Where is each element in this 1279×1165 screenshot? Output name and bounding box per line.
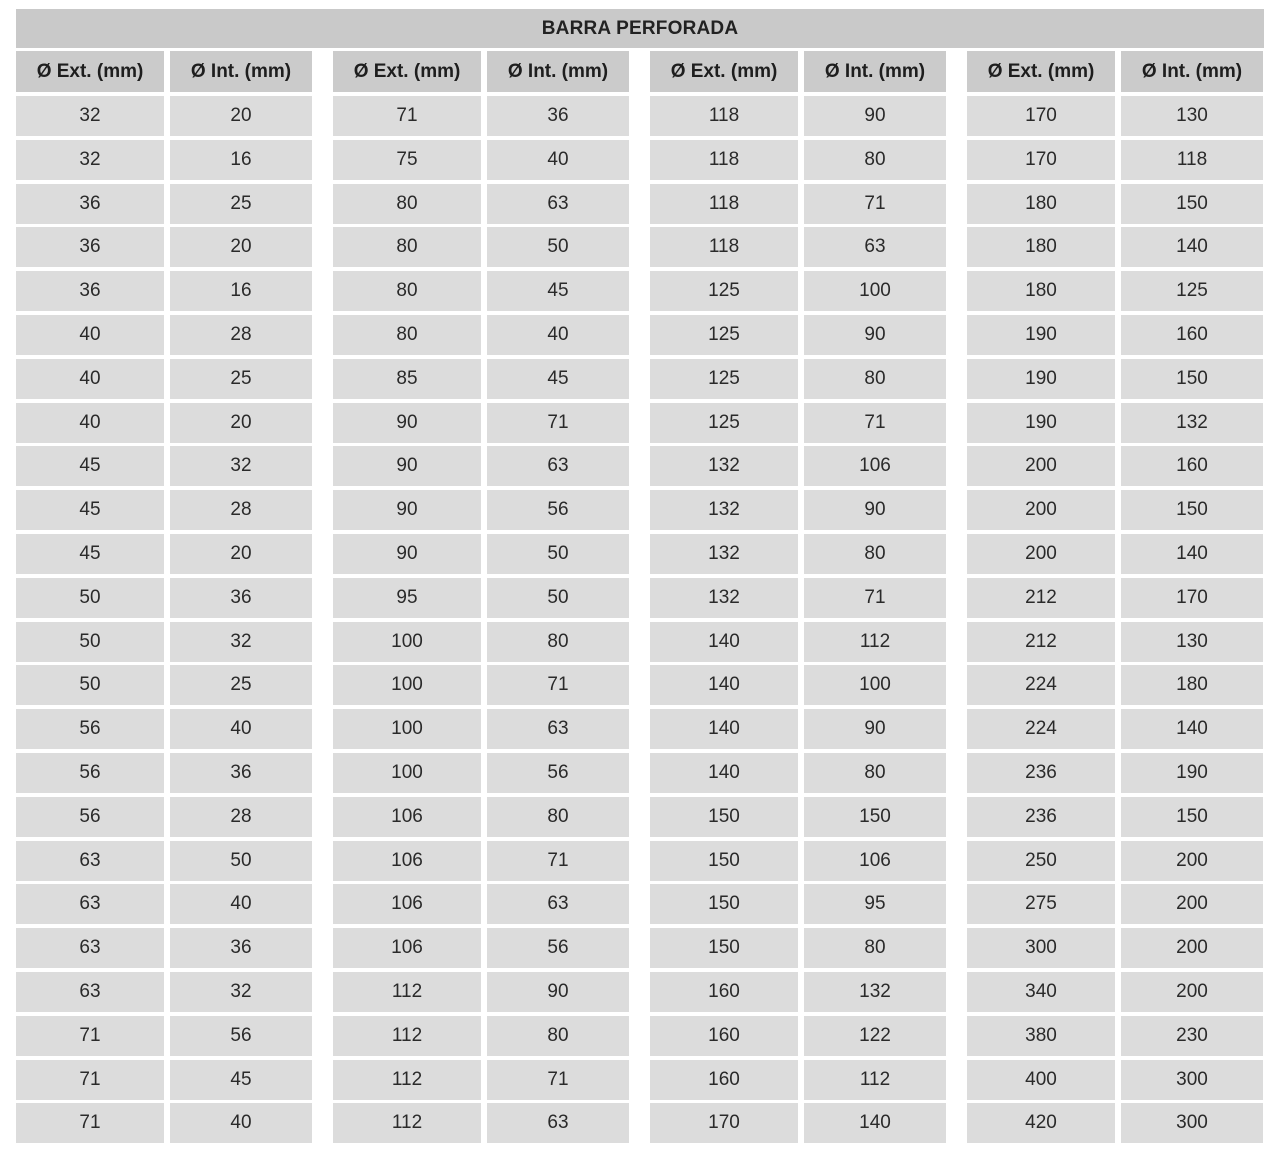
cell-int-diameter: 100	[804, 271, 946, 311]
cell-ext-diameter: 200	[967, 446, 1115, 486]
cell-ext-diameter: 71	[16, 1060, 164, 1100]
cell-ext-diameter: 36	[16, 227, 164, 267]
cell-int-diameter: 106	[804, 446, 946, 486]
cell-int-diameter: 230	[1121, 1016, 1263, 1056]
cell-int-diameter: 130	[1121, 96, 1263, 136]
cell-int-diameter: 25	[170, 184, 312, 224]
cell-int-diameter: 45	[487, 359, 629, 399]
cell-int-diameter: 71	[487, 403, 629, 443]
cell-int-diameter: 190	[1121, 753, 1263, 793]
cell-int-diameter: 90	[804, 490, 946, 530]
cell-ext-diameter: 170	[967, 96, 1115, 136]
cell-ext-diameter: 140	[650, 709, 798, 749]
cell-ext-diameter: 36	[16, 184, 164, 224]
cell-int-diameter: 63	[487, 884, 629, 924]
cell-int-diameter: 63	[487, 184, 629, 224]
cell-int-diameter: 28	[170, 797, 312, 837]
cell-int-diameter: 36	[487, 96, 629, 136]
cell-ext-diameter: 224	[967, 709, 1115, 749]
cell-int-diameter: 56	[487, 753, 629, 793]
cell-ext-diameter: 80	[333, 315, 481, 355]
cell-ext-diameter: 118	[650, 227, 798, 267]
cell-ext-diameter: 112	[333, 1060, 481, 1100]
cell-ext-diameter: 71	[333, 96, 481, 136]
cell-int-diameter: 45	[170, 1060, 312, 1100]
cell-int-diameter: 40	[170, 1103, 312, 1143]
cell-int-diameter: 16	[170, 271, 312, 311]
cell-ext-diameter: 212	[967, 578, 1115, 618]
cell-int-diameter: 20	[170, 96, 312, 136]
cell-ext-diameter: 200	[967, 490, 1115, 530]
cell-int-diameter: 50	[487, 578, 629, 618]
cell-int-diameter: 130	[1121, 622, 1263, 662]
header-ext-diameter: Ø Ext. (mm)	[650, 51, 798, 92]
cell-ext-diameter: 32	[16, 140, 164, 180]
cell-ext-diameter: 132	[650, 534, 798, 574]
cell-ext-diameter: 140	[650, 622, 798, 662]
cell-ext-diameter: 118	[650, 140, 798, 180]
cell-ext-diameter: 160	[650, 1060, 798, 1100]
cell-ext-diameter: 212	[967, 622, 1115, 662]
cell-int-diameter: 118	[1121, 140, 1263, 180]
cell-int-diameter: 32	[170, 446, 312, 486]
cell-ext-diameter: 40	[16, 403, 164, 443]
cell-int-diameter: 40	[487, 140, 629, 180]
cell-int-diameter: 140	[1121, 709, 1263, 749]
cell-ext-diameter: 236	[967, 797, 1115, 837]
cell-int-diameter: 56	[487, 490, 629, 530]
cell-int-diameter: 200	[1121, 884, 1263, 924]
cell-int-diameter: 125	[1121, 271, 1263, 311]
cell-ext-diameter: 125	[650, 403, 798, 443]
cell-ext-diameter: 112	[333, 972, 481, 1012]
cell-ext-diameter: 106	[333, 797, 481, 837]
cell-int-diameter: 160	[1121, 446, 1263, 486]
cell-ext-diameter: 63	[16, 884, 164, 924]
cell-ext-diameter: 45	[16, 446, 164, 486]
cell-ext-diameter: 236	[967, 753, 1115, 793]
cell-int-diameter: 80	[487, 797, 629, 837]
cell-int-diameter: 20	[170, 227, 312, 267]
cell-int-diameter: 40	[170, 709, 312, 749]
cell-int-diameter: 28	[170, 315, 312, 355]
header-int-diameter: Ø Int. (mm)	[1121, 51, 1263, 92]
cell-int-diameter: 160	[1121, 315, 1263, 355]
cell-int-diameter: 140	[1121, 534, 1263, 574]
cell-ext-diameter: 200	[967, 534, 1115, 574]
cell-int-diameter: 71	[804, 184, 946, 224]
cell-ext-diameter: 100	[333, 622, 481, 662]
cell-int-diameter: 25	[170, 665, 312, 705]
cell-ext-diameter: 80	[333, 227, 481, 267]
cell-ext-diameter: 125	[650, 359, 798, 399]
cell-int-diameter: 100	[804, 665, 946, 705]
cell-ext-diameter: 420	[967, 1103, 1115, 1143]
cell-ext-diameter: 100	[333, 709, 481, 749]
cell-ext-diameter: 71	[16, 1016, 164, 1056]
cell-ext-diameter: 90	[333, 534, 481, 574]
cell-int-diameter: 106	[804, 841, 946, 881]
cell-ext-diameter: 106	[333, 928, 481, 968]
cell-int-diameter: 95	[804, 884, 946, 924]
cell-int-diameter: 80	[804, 140, 946, 180]
cell-ext-diameter: 45	[16, 534, 164, 574]
cell-int-diameter: 112	[804, 622, 946, 662]
cell-int-diameter: 28	[170, 490, 312, 530]
cell-int-diameter: 80	[804, 928, 946, 968]
cell-ext-diameter: 170	[967, 140, 1115, 180]
cell-int-diameter: 300	[1121, 1103, 1263, 1143]
cell-ext-diameter: 56	[16, 797, 164, 837]
cell-ext-diameter: 75	[333, 140, 481, 180]
cell-ext-diameter: 190	[967, 359, 1115, 399]
cell-ext-diameter: 45	[16, 490, 164, 530]
cell-ext-diameter: 132	[650, 578, 798, 618]
cell-ext-diameter: 95	[333, 578, 481, 618]
cell-ext-diameter: 63	[16, 928, 164, 968]
cell-int-diameter: 300	[1121, 1060, 1263, 1100]
cell-ext-diameter: 180	[967, 184, 1115, 224]
cell-int-diameter: 63	[487, 709, 629, 749]
cell-ext-diameter: 400	[967, 1060, 1115, 1100]
cell-ext-diameter: 190	[967, 403, 1115, 443]
cell-ext-diameter: 140	[650, 665, 798, 705]
cell-int-diameter: 50	[170, 841, 312, 881]
cell-int-diameter: 32	[170, 622, 312, 662]
cell-ext-diameter: 80	[333, 271, 481, 311]
cell-int-diameter: 50	[487, 227, 629, 267]
cell-ext-diameter: 180	[967, 227, 1115, 267]
cell-ext-diameter: 71	[16, 1103, 164, 1143]
cell-ext-diameter: 250	[967, 841, 1115, 881]
cell-int-diameter: 63	[487, 446, 629, 486]
cell-int-diameter: 80	[804, 534, 946, 574]
header-ext-diameter: Ø Ext. (mm)	[16, 51, 164, 92]
cell-ext-diameter: 85	[333, 359, 481, 399]
cell-int-diameter: 32	[170, 972, 312, 1012]
cell-int-diameter: 200	[1121, 841, 1263, 881]
cell-ext-diameter: 100	[333, 665, 481, 705]
cell-int-diameter: 80	[804, 753, 946, 793]
cell-int-diameter: 80	[487, 622, 629, 662]
header-int-diameter: Ø Int. (mm)	[487, 51, 629, 92]
cell-int-diameter: 90	[804, 96, 946, 136]
cell-ext-diameter: 224	[967, 665, 1115, 705]
cell-ext-diameter: 90	[333, 403, 481, 443]
cell-ext-diameter: 40	[16, 315, 164, 355]
cell-int-diameter: 63	[487, 1103, 629, 1143]
cell-ext-diameter: 150	[650, 797, 798, 837]
cell-int-diameter: 56	[487, 928, 629, 968]
cell-ext-diameter: 150	[650, 841, 798, 881]
cell-ext-diameter: 380	[967, 1016, 1115, 1056]
cell-ext-diameter: 140	[650, 753, 798, 793]
header-int-diameter: Ø Int. (mm)	[170, 51, 312, 92]
cell-int-diameter: 150	[1121, 184, 1263, 224]
cell-int-diameter: 50	[487, 534, 629, 574]
cell-int-diameter: 20	[170, 534, 312, 574]
cell-ext-diameter: 118	[650, 96, 798, 136]
cell-int-diameter: 150	[1121, 490, 1263, 530]
cell-int-diameter: 63	[804, 227, 946, 267]
cell-int-diameter: 71	[487, 1060, 629, 1100]
cell-ext-diameter: 63	[16, 841, 164, 881]
cell-ext-diameter: 56	[16, 753, 164, 793]
cell-ext-diameter: 190	[967, 315, 1115, 355]
cell-int-diameter: 36	[170, 578, 312, 618]
cell-int-diameter: 112	[804, 1060, 946, 1100]
cell-int-diameter: 180	[1121, 665, 1263, 705]
cell-int-diameter: 80	[804, 359, 946, 399]
cell-ext-diameter: 32	[16, 96, 164, 136]
cell-ext-diameter: 180	[967, 271, 1115, 311]
cell-int-diameter: 45	[487, 271, 629, 311]
cell-ext-diameter: 112	[333, 1103, 481, 1143]
cell-ext-diameter: 112	[333, 1016, 481, 1056]
cell-ext-diameter: 160	[650, 972, 798, 1012]
cell-int-diameter: 71	[804, 403, 946, 443]
cell-ext-diameter: 125	[650, 315, 798, 355]
cell-ext-diameter: 106	[333, 841, 481, 881]
cell-int-diameter: 40	[487, 315, 629, 355]
cell-ext-diameter: 300	[967, 928, 1115, 968]
cell-ext-diameter: 90	[333, 446, 481, 486]
table-title: BARRA PERFORADA	[16, 9, 1264, 48]
cell-int-diameter: 200	[1121, 928, 1263, 968]
cell-int-diameter: 25	[170, 359, 312, 399]
cell-int-diameter: 140	[804, 1103, 946, 1143]
cell-int-diameter: 150	[1121, 797, 1263, 837]
cell-ext-diameter: 150	[650, 928, 798, 968]
cell-ext-diameter: 50	[16, 665, 164, 705]
cell-ext-diameter: 340	[967, 972, 1115, 1012]
cell-ext-diameter: 100	[333, 753, 481, 793]
cell-int-diameter: 200	[1121, 972, 1263, 1012]
cell-int-diameter: 90	[804, 709, 946, 749]
cell-int-diameter: 170	[1121, 578, 1263, 618]
cell-ext-diameter: 50	[16, 622, 164, 662]
cell-ext-diameter: 36	[16, 271, 164, 311]
cell-ext-diameter: 132	[650, 446, 798, 486]
cell-int-diameter: 132	[1121, 403, 1263, 443]
cell-int-diameter: 80	[487, 1016, 629, 1056]
cell-int-diameter: 90	[487, 972, 629, 1012]
cell-int-diameter: 40	[170, 884, 312, 924]
cell-int-diameter: 140	[1121, 227, 1263, 267]
cell-ext-diameter: 106	[333, 884, 481, 924]
cell-ext-diameter: 56	[16, 709, 164, 749]
cell-int-diameter: 20	[170, 403, 312, 443]
cell-int-diameter: 36	[170, 753, 312, 793]
cell-int-diameter: 150	[1121, 359, 1263, 399]
cell-ext-diameter: 50	[16, 578, 164, 618]
cell-int-diameter: 132	[804, 972, 946, 1012]
cell-int-diameter: 71	[487, 665, 629, 705]
cell-ext-diameter: 118	[650, 184, 798, 224]
cell-ext-diameter: 40	[16, 359, 164, 399]
cell-ext-diameter: 275	[967, 884, 1115, 924]
cell-ext-diameter: 63	[16, 972, 164, 1012]
cell-int-diameter: 16	[170, 140, 312, 180]
cell-ext-diameter: 160	[650, 1016, 798, 1056]
cell-int-diameter: 90	[804, 315, 946, 355]
cell-int-diameter: 36	[170, 928, 312, 968]
cell-ext-diameter: 170	[650, 1103, 798, 1143]
cell-int-diameter: 71	[487, 841, 629, 881]
header-ext-diameter: Ø Ext. (mm)	[333, 51, 481, 92]
cell-int-diameter: 122	[804, 1016, 946, 1056]
header-int-diameter: Ø Int. (mm)	[804, 51, 946, 92]
cell-ext-diameter: 80	[333, 184, 481, 224]
cell-ext-diameter: 125	[650, 271, 798, 311]
cell-ext-diameter: 150	[650, 884, 798, 924]
header-ext-diameter: Ø Ext. (mm)	[967, 51, 1115, 92]
cell-int-diameter: 56	[170, 1016, 312, 1056]
cell-ext-diameter: 132	[650, 490, 798, 530]
cell-ext-diameter: 90	[333, 490, 481, 530]
cell-int-diameter: 150	[804, 797, 946, 837]
cell-int-diameter: 71	[804, 578, 946, 618]
